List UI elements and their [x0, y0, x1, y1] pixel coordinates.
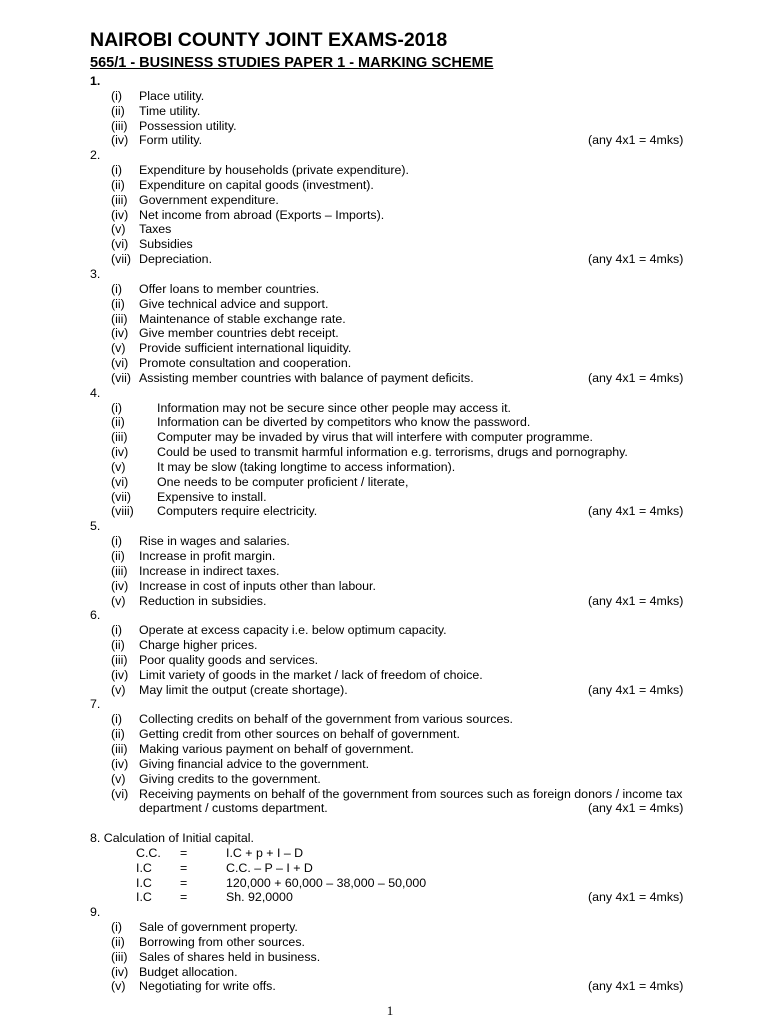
answer-item	[0, 104, 768, 119]
roman-numeral: (vi)	[111, 474, 129, 489]
answer-item	[0, 534, 768, 549]
answer-text: Sale of government property.	[139, 920, 298, 935]
mark-allocation: (any 4x1 = 4mks)	[588, 504, 684, 519]
mark-allocation: (any 4x1 = 4mks)	[588, 252, 684, 267]
roman-numeral: (iii)	[111, 430, 128, 445]
answer-item	[0, 549, 768, 564]
roman-numeral: (v)	[111, 341, 126, 356]
roman-numeral: (viii)	[111, 504, 134, 519]
answer-text: Negotiating for write offs.	[139, 979, 276, 994]
answer-text: Offer loans to member countries.	[139, 281, 320, 296]
roman-numeral: (v)	[111, 593, 126, 608]
answer-text: Budget allocation.	[139, 964, 238, 979]
document-subtitle: 565/1 - BUSINESS STUDIES PAPER 1 - MARKING SCHEME	[90, 55, 494, 71]
question-number-row	[0, 519, 768, 534]
roman-numeral: (iv)	[111, 326, 129, 341]
roman-numeral: (iii)	[111, 192, 128, 207]
question-number: 7.	[90, 697, 101, 712]
answer-item	[0, 683, 768, 698]
answer-item	[0, 237, 768, 252]
calculation-row	[0, 861, 768, 876]
answer-item	[0, 668, 768, 683]
roman-numeral: (ii)	[111, 103, 125, 118]
answer-text: It may be slow (taking longtime to access information).	[157, 459, 456, 474]
answer-text: Making various payment on behalf of government.	[139, 741, 414, 756]
blank-line	[0, 816, 768, 831]
roman-numeral: (ii)	[111, 296, 125, 311]
answer-text: Possession utility.	[139, 118, 237, 133]
answer-item	[0, 208, 768, 223]
answer-item	[0, 326, 768, 341]
roman-numeral: (v)	[111, 459, 126, 474]
answer-item	[0, 312, 768, 327]
answer-text: Giving credits to the government.	[139, 771, 321, 786]
answer-text: Limit variety of goods in the market / lack of freedom of choice.	[139, 667, 483, 682]
question-8-heading	[0, 831, 768, 846]
question-number-row	[0, 697, 768, 712]
answer-item	[0, 297, 768, 312]
answer-item	[0, 356, 768, 371]
question-number: 3.	[90, 266, 101, 281]
mark-allocation: (any 4x1 = 4mks)	[588, 801, 684, 816]
roman-numeral: (v)	[111, 771, 126, 786]
question-number-row	[0, 148, 768, 163]
mark-allocation: (any 4x1 = 4mks)	[588, 370, 684, 385]
answer-item	[0, 712, 768, 727]
roman-numeral: (iv)	[111, 445, 129, 460]
roman-numeral: (vii)	[111, 370, 131, 385]
roman-numeral: (iv)	[111, 964, 129, 979]
answer-text: Expenditure on capital goods (investment).	[139, 177, 374, 192]
answer-text: Computer may be invaded by virus that will interfere with computer programme.	[157, 430, 593, 445]
roman-numeral: (iii)	[111, 311, 128, 326]
roman-numeral: (v)	[111, 222, 126, 237]
answer-text: Maintenance of stable exchange rate.	[139, 311, 346, 326]
answer-text: May limit the output (create shortage).	[139, 682, 348, 697]
answer-text: Subsidies	[139, 237, 193, 252]
calculation-row	[0, 890, 768, 905]
answer-item	[0, 415, 768, 430]
mark-allocation: (any 4x1 = 4mks)	[588, 890, 684, 905]
answer-text: One needs to be computer proficient / literate,	[157, 474, 409, 489]
roman-numeral: (iv)	[111, 133, 129, 148]
answer-item	[0, 193, 768, 208]
answer-text: Government expenditure.	[139, 192, 279, 207]
calc-equals: =	[180, 860, 188, 875]
calc-equals: =	[180, 845, 188, 860]
answer-text: Computers require electricity.	[157, 504, 318, 519]
mark-allocation: (any 4x1 = 4mks)	[588, 133, 684, 148]
answer-item	[0, 490, 768, 505]
answer-text: Taxes	[139, 222, 172, 237]
answer-text: Time utility.	[139, 103, 201, 118]
roman-numeral: (iv)	[111, 667, 129, 682]
answer-item	[0, 460, 768, 475]
calc-equals: =	[180, 875, 188, 890]
answer-item	[0, 935, 768, 950]
answer-text: Operate at excess capacity i.e. below optimum capacity.	[139, 623, 447, 638]
answer-text: Expensive to install.	[157, 489, 267, 504]
page-number: 1	[386, 1003, 394, 1018]
answer-text: Depreciation.	[139, 252, 213, 267]
question-number: 4.	[90, 385, 101, 400]
answer-text: Getting credit from other sources on behalf of government.	[139, 727, 460, 742]
answer-item	[0, 653, 768, 668]
answer-text: Borrowing from other sources.	[139, 934, 305, 949]
answer-text: Increase in cost of inputs other than labour.	[139, 578, 376, 593]
answer-text: Rise in wages and salaries.	[139, 534, 290, 549]
answer-item	[0, 742, 768, 757]
answer-text: Give member countries debt receipt.	[139, 326, 339, 341]
answer-item	[0, 772, 768, 787]
answer-item	[0, 252, 768, 267]
roman-numeral: (iv)	[111, 756, 129, 771]
answer-text: Giving financial advice to the government.	[139, 756, 370, 771]
calc-right: I.C + p + I – D	[226, 845, 304, 860]
mark-allocation: (any 4x1 = 4mks)	[588, 979, 684, 994]
roman-numeral: (i)	[111, 163, 123, 178]
roman-numeral: (i)	[111, 534, 123, 549]
answer-item	[0, 979, 768, 994]
calculation-row	[0, 846, 768, 861]
roman-numeral: (ii)	[111, 549, 125, 563]
answer-text: department / customs department.	[139, 801, 328, 816]
roman-numeral: (ii)	[111, 934, 125, 949]
answer-item	[0, 178, 768, 193]
mark-allocation: (any 4x1 = 4mks)	[588, 682, 684, 697]
answer-text: Charge higher prices.	[139, 638, 258, 653]
question-number: 2.	[90, 148, 101, 163]
roman-numeral: (v)	[111, 979, 126, 994]
roman-numeral: (iii)	[111, 949, 128, 964]
roman-numeral: (iii)	[111, 652, 128, 667]
answer-item	[0, 920, 768, 935]
answer-item	[0, 430, 768, 445]
answer-item	[0, 623, 768, 638]
answer-text: Give technical advice and support.	[139, 296, 329, 311]
answer-item	[0, 638, 768, 653]
answer-item	[0, 727, 768, 742]
answer-text: Assisting member countries with balance of payment deficits.	[139, 370, 474, 385]
answer-text: Could be used to transmit harmful information e.g. terrorisms, drugs and pornography.	[157, 445, 628, 460]
question-number-row	[0, 74, 768, 89]
calc-equals: =	[180, 890, 188, 905]
question-number: 1.	[90, 74, 101, 88]
calc-left: C.C.	[136, 845, 161, 860]
roman-numeral: (vii)	[111, 489, 131, 504]
answer-item	[0, 950, 768, 965]
answer-item	[0, 222, 768, 237]
answer-text: Information can be diverted by competitors who know the password.	[157, 415, 531, 430]
roman-numeral: (ii)	[111, 638, 125, 653]
answer-text: Provide sufficient international liquidity.	[139, 341, 352, 356]
roman-numeral: (v)	[111, 682, 126, 697]
roman-numeral: (vi)	[111, 237, 129, 252]
calc-right: C.C. – P – I + D	[226, 860, 313, 875]
answer-text: Place utility.	[139, 88, 205, 103]
answer-item	[0, 119, 768, 134]
answer-text: Receiving payments on behalf of the government from sources such as foreign donors / income tax	[139, 786, 683, 801]
answer-text: Expenditure by households (private expenditure).	[139, 163, 410, 178]
answer-item	[0, 445, 768, 460]
answer-item	[0, 282, 768, 297]
answer-text: Promote consultation and cooperation.	[139, 356, 352, 371]
answer-text: Poor quality goods and services.	[139, 652, 319, 667]
answer-item	[0, 787, 768, 802]
roman-numeral: (ii)	[111, 415, 125, 430]
roman-numeral: (vii)	[111, 252, 131, 267]
answer-item	[0, 801, 768, 816]
question-number-row	[0, 267, 768, 282]
answer-text: Increase in profit margin.	[139, 549, 276, 563]
calc-right: Sh. 92,0000	[226, 890, 293, 905]
question-number-row	[0, 608, 768, 623]
roman-numeral: (i)	[111, 623, 123, 638]
roman-numeral: (iii)	[111, 563, 128, 578]
answer-text: Increase in indirect taxes.	[139, 563, 280, 578]
roman-numeral: (iv)	[111, 578, 129, 593]
answer-item	[0, 594, 768, 609]
answer-item	[0, 89, 768, 104]
answer-item	[0, 371, 768, 386]
answer-item	[0, 504, 768, 519]
calc-right: 120,000 + 60,000 – 38,000 – 50,000	[226, 875, 427, 890]
answer-item	[0, 163, 768, 178]
question-number: 5.	[90, 519, 101, 534]
roman-numeral: (vi)	[111, 786, 129, 801]
calc-left: I.C	[136, 860, 152, 875]
roman-numeral: (vi)	[111, 356, 129, 371]
document-title: NAIROBI COUNTY JOINT EXAMS-2018	[90, 29, 448, 51]
answer-item	[0, 965, 768, 980]
question-number: 6.	[90, 608, 101, 623]
roman-numeral: (i)	[111, 88, 123, 103]
calculation-row	[0, 876, 768, 891]
question-number: 9.	[90, 905, 101, 920]
roman-numeral: (ii)	[111, 177, 125, 192]
answer-item	[0, 401, 768, 416]
question-text: 8. Calculation of Initial capital.	[90, 831, 254, 846]
answer-item	[0, 475, 768, 490]
mark-allocation: (any 4x1 = 4mks)	[588, 593, 684, 608]
roman-numeral: (i)	[111, 712, 123, 727]
roman-numeral: (ii)	[111, 727, 125, 742]
answer-text: Net income from abroad (Exports – Imports).	[139, 207, 385, 222]
question-number-row	[0, 905, 768, 920]
calc-left: I.C	[136, 890, 152, 905]
roman-numeral: (iii)	[111, 741, 128, 756]
answer-text: Reduction in subsidies.	[139, 593, 267, 608]
roman-numeral: (iv)	[111, 207, 129, 222]
answer-text: Form utility.	[139, 133, 203, 148]
answer-text: Sales of shares held in business.	[139, 949, 321, 964]
answer-text: Collecting credits on behalf of the government from various sources.	[139, 712, 513, 727]
answer-item	[0, 579, 768, 594]
roman-numeral: (i)	[111, 400, 123, 415]
answer-item	[0, 341, 768, 356]
question-number-row	[0, 386, 768, 401]
roman-numeral: (i)	[111, 281, 123, 296]
calc-left: I.C	[136, 875, 152, 890]
answer-item	[0, 757, 768, 772]
answer-text: Information may not be secure since other people may access it.	[157, 400, 511, 415]
roman-numeral: (i)	[111, 920, 123, 935]
roman-numeral: (iii)	[111, 118, 128, 133]
answer-item	[0, 133, 768, 148]
marking-scheme-content	[0, 74, 768, 994]
answer-item	[0, 564, 768, 579]
